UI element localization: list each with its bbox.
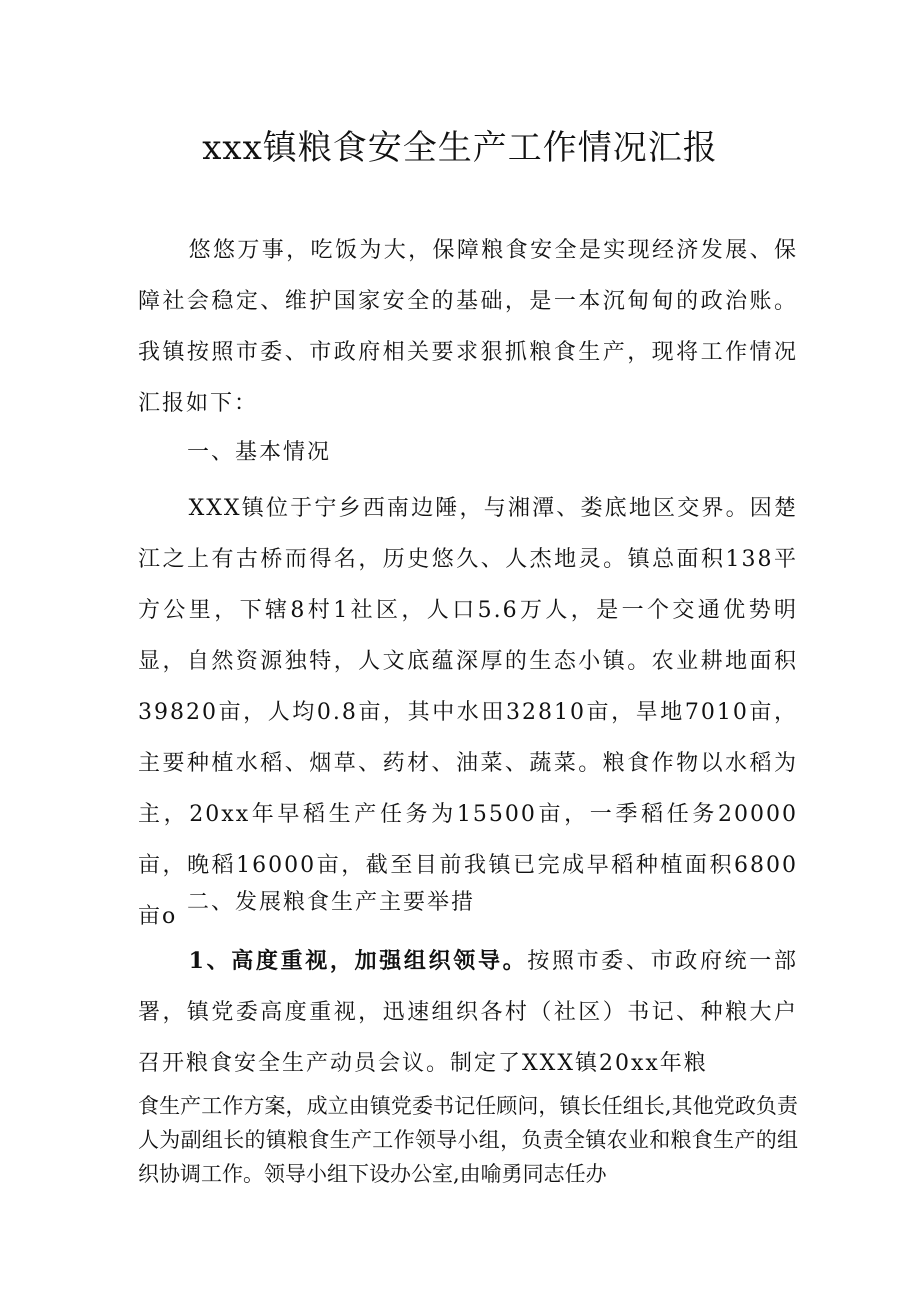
basic-situation-paragraph: XXX镇位于宁乡西南边陲，与湘潭、娄底地区交界。因楚江之上有古桥而得名，历史悠久、人杰地灵。镇总面积138平方公里，下辖8村1社区，人口5.6万人，是一个交通优势明显，自然资源独特，人文底蕴深厚的生态小镇。农业耕地面积39820亩，人均0.8亩，其中水田32810亩，旱地7010亩，主要种植水稻、烟草、药材、油菜、蔬菜。粮食作物以水稻为主，20xx年早稻生产任务为15500亩，一季稻任务20000亩，晚稻16000亩，截至目前我镇已完成早稻种植面积6800亩o [138, 496, 798, 929]
intro-paragraph: 悠悠万事，吃饭为大，保障粮食安全是实现经济发展、保障社会稳定、维护国家安全的基础，是一本沉甸甸的政治账。我镇按照市委、市政府相关要求狠抓粮食生产，现将工作情况汇报如下： [138, 238, 798, 416]
section-heading-basic-situation: 一、基本情况 [187, 440, 332, 465]
document-title: xxx镇粮食安全生产工作情况汇报 [202, 128, 718, 168]
section-heading-main-measures: 二、发展粮食生产主要举措 [187, 890, 476, 915]
measure-1-body: 按照市委、市政府统一部署，镇党委高度重视，迅速组织各村（社区）书记、种粮大户召开粮食安全生产动员会议。制定了XXX镇20xx年粮 [138, 949, 798, 1076]
measure-1-paragraph [138, 936, 798, 1089]
measure-1-lead: 1、高度重视，加强组织领导。 [188, 948, 528, 974]
measure-1-continued-paragraph: 食生产工作方案，成立由镇党委书记任顾问，镇长任组长,其他党政负责人为副组长的镇粮食生产工作领导小组，负责全镇农业和粮食生产的组织协调工作。领导小组下设办公室,由喻勇同志任办 [138, 1094, 798, 1186]
